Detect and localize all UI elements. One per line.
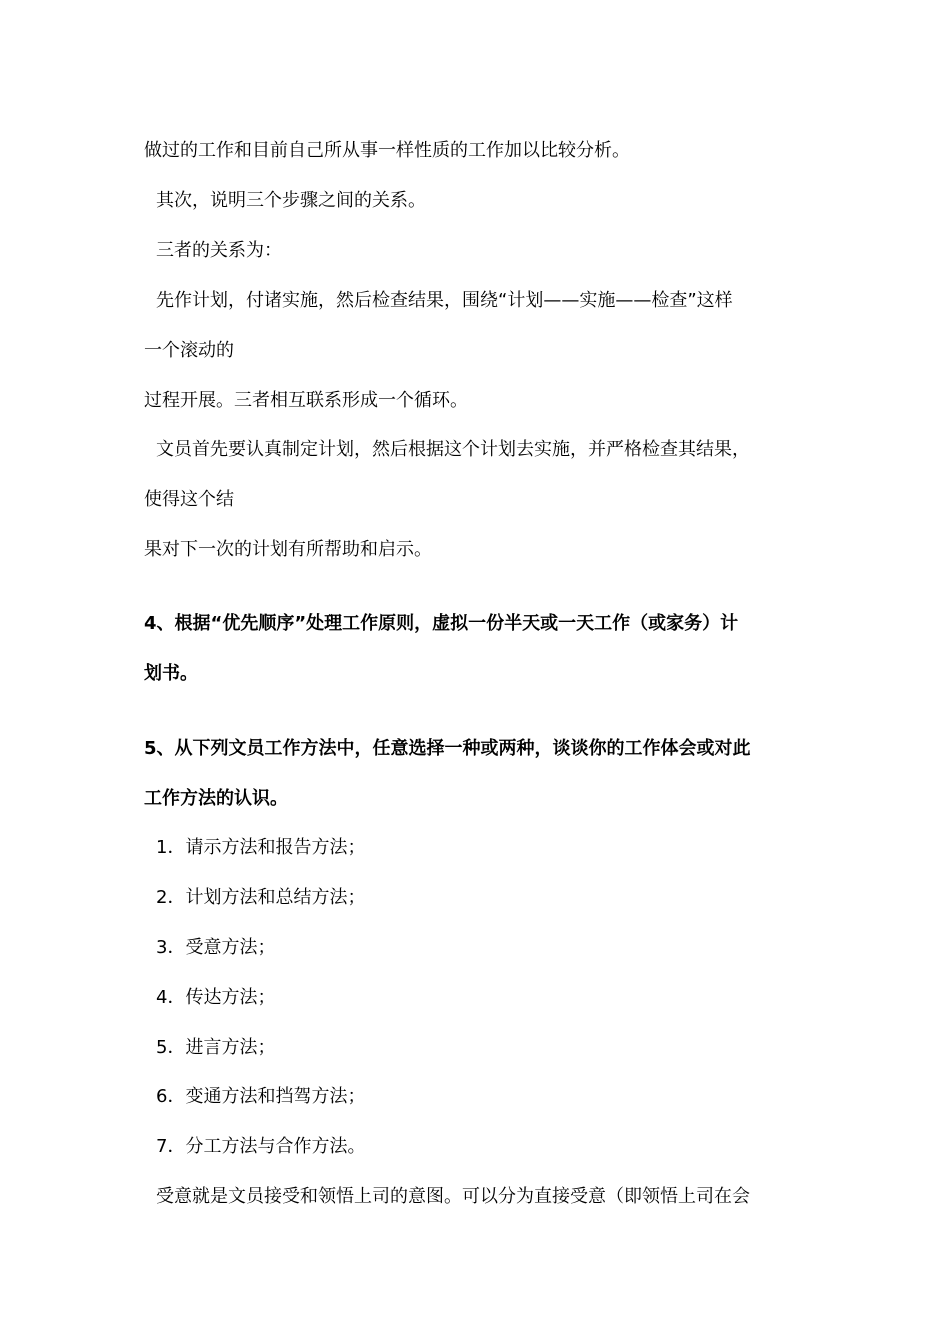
list-item: 7．分工方法与合作方法。 (156, 1136, 366, 1157)
text-line: 一个滚动的 (144, 340, 234, 361)
question-heading: 4、根据“优先顺序”处理工作原则，虚拟一份半天或一天工作（或家务）计 (144, 613, 739, 634)
list-item: 1．请示方法和报告方法； (156, 837, 366, 858)
text-line: 使得这个结 (144, 489, 234, 510)
text-line: 先作计划，付诸实施，然后检查结果，围绕“计划——实施——检查”这样 (156, 290, 733, 311)
text-line: 文员首先要认真制定计划，然后根据这个计划去实施，并严格检查其结果， (156, 439, 750, 460)
question-heading: 工作方法的认识。 (144, 788, 288, 809)
text-line: 受意就是文员接受和领悟上司的意图。可以分为直接受意（即领悟上司在会 (156, 1186, 750, 1207)
text-line: 其次，说明三个步骤之间的关系。 (156, 190, 426, 211)
text-line: 做过的工作和目前自己所从事一样性质的工作加以比较分析。 (144, 140, 630, 161)
list-item: 3．受意方法； (156, 937, 276, 958)
text-line: 过程开展。三者相互联系形成一个循环。 (144, 390, 468, 411)
list-item: 5．进言方法； (156, 1037, 276, 1058)
list-item: 2．计划方法和总结方法； (156, 887, 366, 908)
text-line: 三者的关系为： (156, 240, 282, 261)
list-item: 6．变通方法和挡驾方法； (156, 1086, 366, 1107)
question-heading: 划书。 (144, 663, 198, 684)
question-heading: 5、从下列文员工作方法中，任意选择一种或两种，谈谈你的工作体会或对此 (144, 738, 751, 759)
list-item: 4．传达方法； (156, 987, 276, 1008)
text-line: 果对下一次的计划有所帮助和启示。 (144, 539, 432, 560)
